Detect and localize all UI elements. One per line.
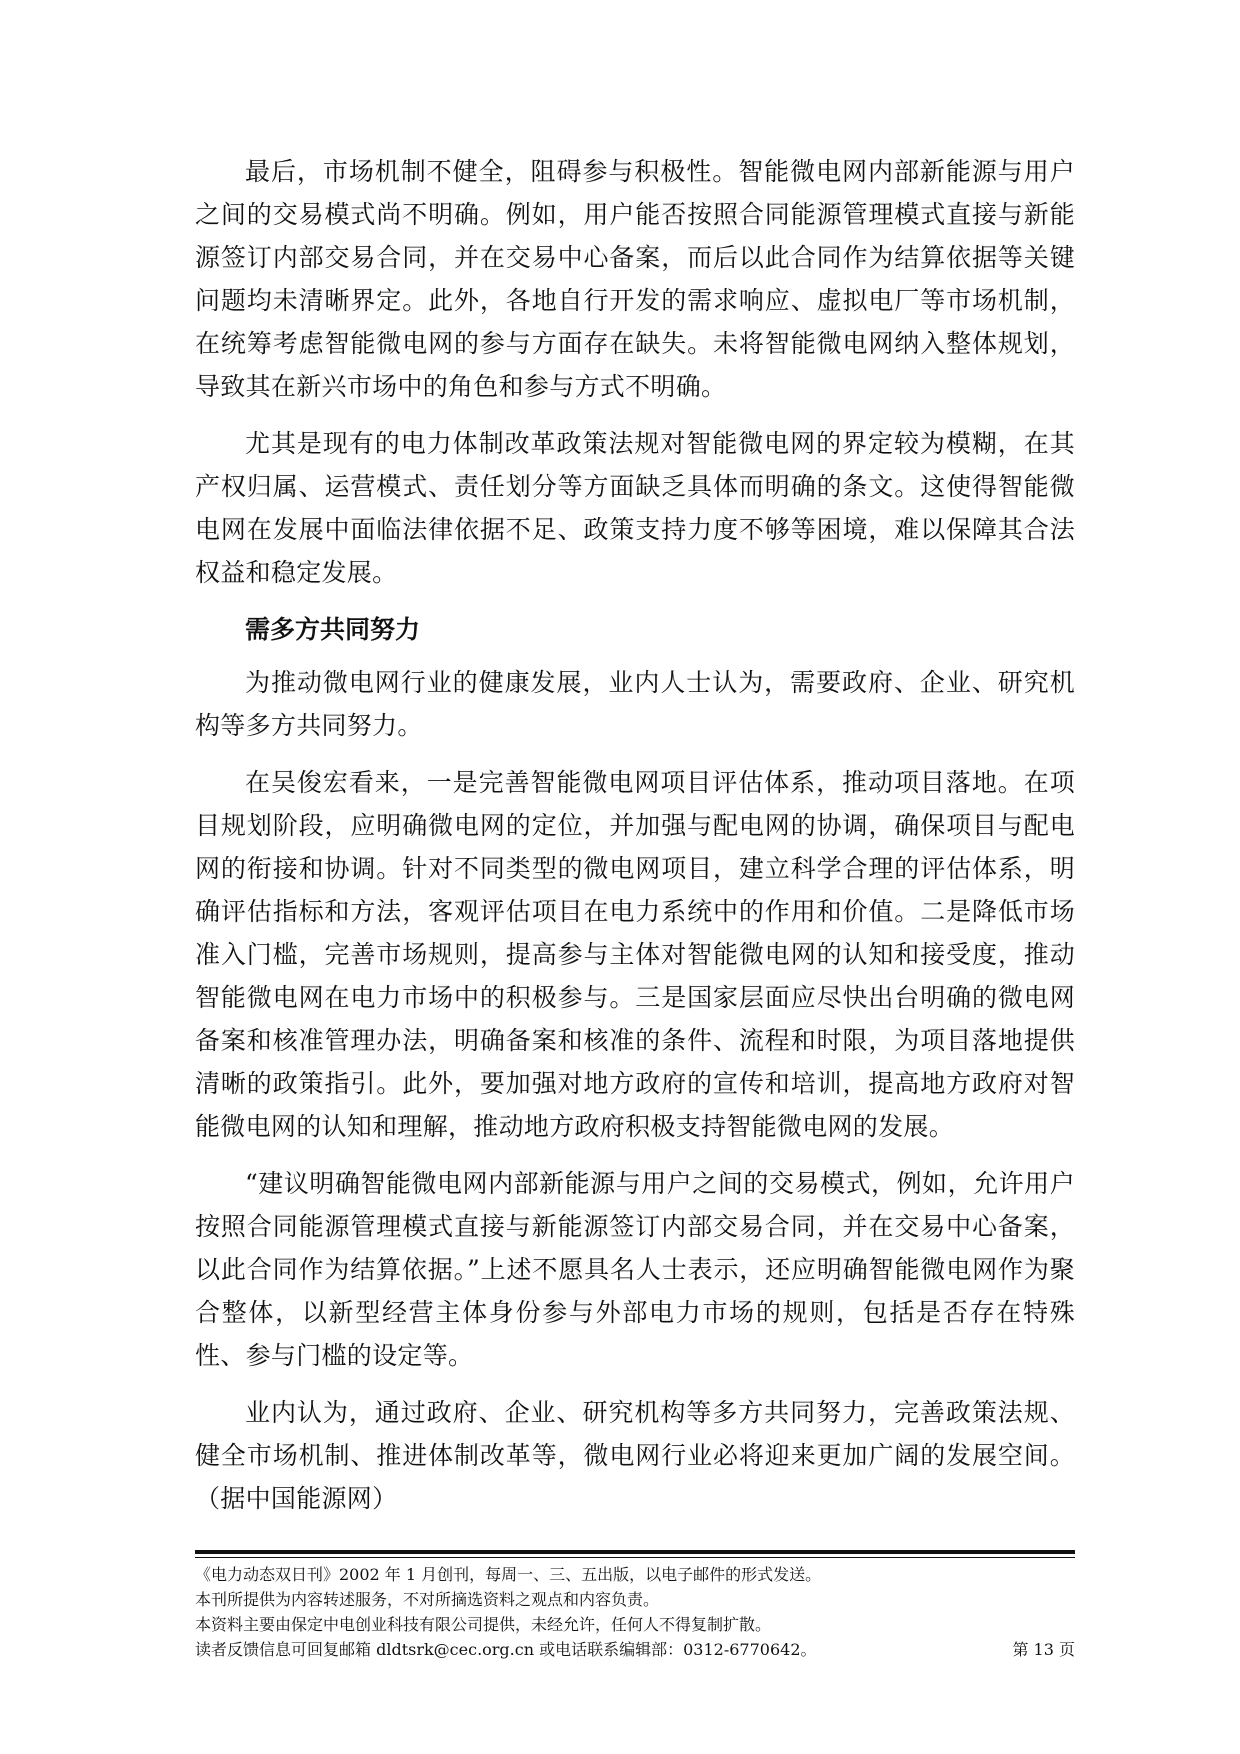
footer-contact-row [195, 1637, 1075, 1662]
paragraph-conclusion: 业内认为，通过政府、企业、研究机构等多方共同努力，完善政策法规、健全市场机制、推进体制改革等，微电网行业必将迎来更加广阔的发展空间。（据中国能源网） [195, 1398, 1075, 1513]
section-heading: 需多方共同努力 [245, 615, 421, 644]
footer-disclaimer: 本刊所提供为内容转述服务，不对所摘选资料之观点和内容负责。 [195, 1590, 660, 1609]
footer-publication-info: 《电力动态双日刊》2002 年 1 月创刊，每周一、三、五出版，以电子邮件的形式发送。 [195, 1565, 822, 1584]
footer-divider-thin [195, 1557, 1075, 1558]
footer-divider-thick [195, 1550, 1075, 1554]
footer-contact: 读者反馈信息可回复邮箱 dldtsrk@cec.org.cn 或电话联系编辑部：0312-6770642。 [195, 1640, 817, 1659]
article-body [195, 150, 1075, 1520]
paragraph-joint-effort: 为推动微电网行业的健康发展，业内人士认为，需要政府、企业、研究机构等多方共同努力。 [195, 668, 1075, 740]
paragraph-wu-junhong-view: 在吴俊宏看来，一是完善智能微电网项目评估体系，推动项目落地。在项目规划阶段，应明确微电网的定位，并加强与配电网的协调，确保项目与配电网的衔接和协调。针对不同类型的微电网项目，建立科学合理的评估体系，明确评估指标和方法，客观评估项目在电力系统中的作用和价值。二是降低市场准入门槛，完善市场规则，提高参与主体对智能微电网的认知和接受度，推动智能微电网在电力市场中的积极参与。三是国家层面应尽快出台明确的微电网备案和核准管理办法，明确备案和核准的条件、流程和时限，为项目落地提供清晰的政策指引。此外，要加强对地方政府的宣传和培训，提高地方政府对智能微电网的认知和理解，推动地方政府积极支持智能微电网的发展。 [195, 768, 1075, 1141]
paragraph-market-mechanism: 最后，市场机制不健全，阻碍参与积极性。智能微电网内部新能源与用户之间的交易模式尚不明确。例如，用户能否按照合同能源管理模式直接与新能源签订内部交易合同，并在交易中心备案，而后以此合同作为结算依据等关键问题均未清晰界定。此外，各地自行开发的需求响应、虚拟电厂等市场机制，在统筹考虑智能微电网的参与方面存在缺失。未将智能微电网纳入整体规划，导致其在新兴市场中的角色和参与方式不明确。 [195, 157, 1075, 401]
paragraph-trading-model-quote: “建议明确智能微电网内部新能源与用户之间的交易模式，例如，允许用户按照合同能源管理模式直接与新能源签订内部交易合同，并在交易中心备案，以此合同作为结算依据。”上述不愿具名人士表示，还应明确智能微电网作为聚合整体，以新型经营主体身份参与外部电力市场的规则，包括是否存在特殊性、参与门槛的设定等。 [195, 1169, 1075, 1370]
paragraph-policy-ambiguity: 尤其是现有的电力体制改革政策法规对智能微电网的界定较为模糊，在其产权归属、运营模式、责任划分等方面缺乏具体而明确的条文。这使得智能微电网在发展中面临法律依据不足、政策支持力度不够等困境，难以保障其合法权益和稳定发展。 [195, 429, 1075, 587]
page-number: 第 13 页 [1012, 1640, 1075, 1659]
footer [195, 1562, 1075, 1662]
footer-copyright: 本资料主要由保定中电创业科技有限公司提供，未经允许，任何人不得复制扩散。 [195, 1615, 772, 1634]
